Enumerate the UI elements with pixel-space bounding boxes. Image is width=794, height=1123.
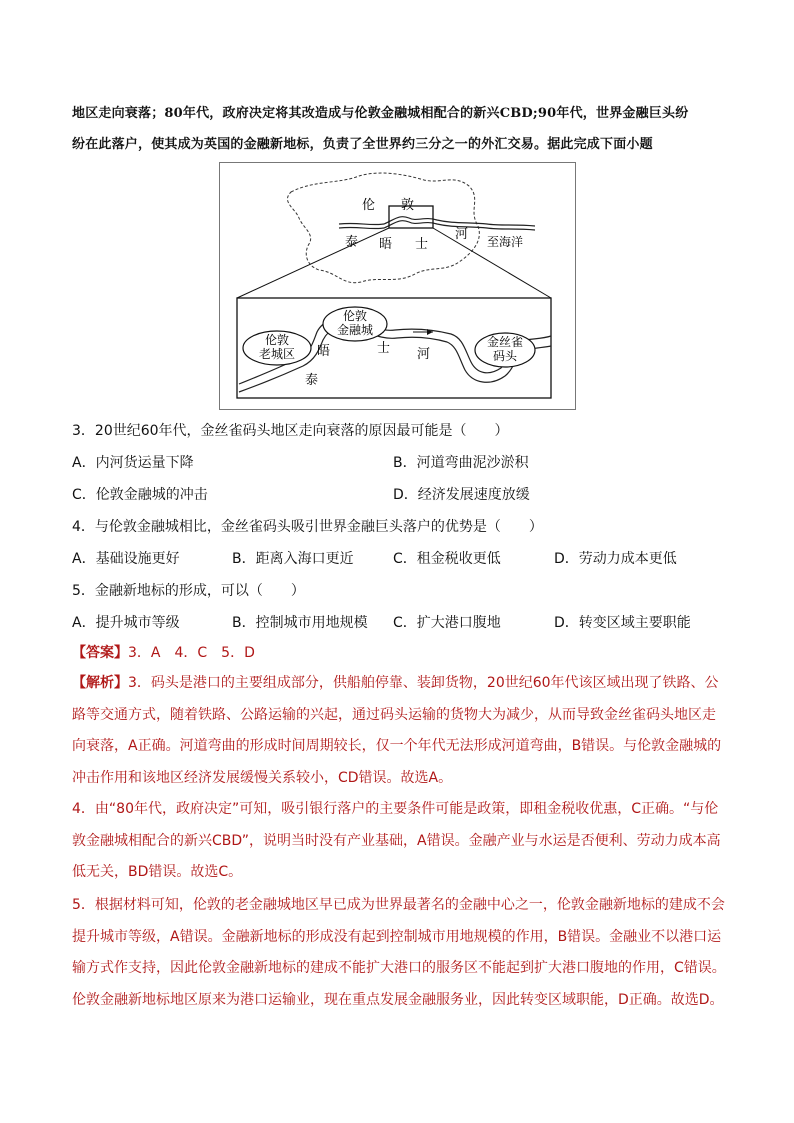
analysis-line — [72, 668, 727, 700]
intro-paragraph — [72, 98, 724, 160]
analysis-q4-line-1: 4．由“80年代，政府决定”可知，吸引银行落户的主要条件可能是政策，即租金税收优惠，C正确。“与伦 — [72, 801, 719, 817]
finance-city-label-1: 伦敦 — [342, 309, 368, 323]
label-tai: 泰 — [345, 235, 359, 250]
label-wu: 晤 — [379, 237, 393, 252]
analysis-q5-line-4: 伦敦金融新地标地区原来为港口运输业，现在重点发展金融服务业，因此转变区域职能，D正确。故选D。 — [72, 991, 724, 1008]
inset-label-wu: 晤 — [317, 344, 331, 359]
analysis-q5-line-1: 5．根据材料可知，伦敦的老金融城地区早已成为世界最著名的金融中心之一，伦敦金融新地标的建成不会 — [72, 897, 725, 913]
q3-option-a: A．内河货运量下降 — [72, 455, 194, 471]
analysis-q3-line-2: 路等交通方式，随着铁路、公路运输的兴起，通过码头运输的货物大为减少，从而导致金丝雀码头地区走 — [72, 706, 716, 723]
analysis-q5-line-3: 输方式作支持，因此伦敦金融新地标的建成不能扩大港口的服务区不能起到扩大港口腹地的作用，C错误。 — [72, 960, 726, 976]
question-4-stem: 4．与伦敦金融城相比，金丝雀码头吸引世界金融巨头落户的优势是（ ） — [72, 519, 543, 535]
q4-option-b: B．距离入海口更近 — [232, 551, 354, 567]
q4-option-a: A．基础设施更好 — [72, 551, 180, 567]
answer-text: 3．A 4．C 5．D — [128, 645, 255, 661]
inset-label-he: 河 — [417, 347, 431, 362]
label-dun: 敦 — [401, 198, 415, 213]
analysis-q3-line-3: 向衰落，A正确。河道弯曲的形成时间周期较长，仅一个年代无法形成河道弯曲，B错误。与伦敦金融城的 — [72, 738, 722, 754]
analysis-q3 — [72, 668, 727, 794]
q3-option-c: C．伦敦金融城的冲击 — [72, 487, 208, 503]
q5-option-a: A．提升城市等级 — [72, 615, 180, 631]
analysis-q4-line-2: 敦金融城相配合的新兴CBD”，说明当时没有产业基础，A错误。金融产业与水运是否便利、劳动力成本高 — [72, 832, 721, 849]
q5-option-c: C．扩大港口腹地 — [393, 615, 501, 631]
analysis-q3-line-1: 3．码头是港口的主要组成部分，供船舶停靠、装卸货物，20世纪60年代该区域出现了铁路、公 — [128, 675, 719, 691]
old-city-label-2: 老城区 — [258, 347, 296, 361]
intro-line-1: 地区走向衰落；80年代，政府决定将其改造成与伦敦金融城相配合的新兴CBD;90年代，世界金融巨头纷 — [72, 106, 689, 121]
q3-option-b: B．河道弯曲泥沙淤积 — [393, 455, 529, 471]
inset-label-tai: 泰 — [305, 373, 319, 388]
old-city-label-1: 伦敦 — [264, 333, 290, 347]
label-to-sea: 至海洋 — [487, 235, 524, 249]
q4-option-d: D．劳动力成本更低 — [554, 551, 677, 567]
answer-tag: 【答案】 — [72, 645, 128, 661]
q5-option-d: D．转变区域主要职能 — [554, 615, 691, 631]
canary-wharf-label-1: 金丝雀 — [486, 335, 524, 349]
analysis-tag: 【解析】 — [72, 675, 128, 691]
london-thames-map — [219, 162, 576, 410]
q4-option-c: C．租金税收更低 — [393, 551, 501, 567]
label-he: 河 — [455, 227, 469, 242]
analysis-q4 — [72, 794, 727, 889]
label-lun: 伦 — [362, 198, 376, 213]
canary-wharf-label-2: 码头 — [492, 349, 518, 363]
q3-option-d: D．经济发展速度放缓 — [393, 487, 530, 503]
analysis-q4-line-3: 低无关，BD错误。故选C。 — [72, 864, 243, 880]
label-shi: 士 — [415, 237, 429, 252]
analysis-q5-line-2: 提升城市等级，A错误。金融新地标的形成没有起到控制城市用地规模的作用，B错误。金融业不以港口运 — [72, 928, 722, 945]
analysis-q5 — [72, 890, 727, 1016]
answer-line — [72, 642, 255, 662]
question-3-stem: 3．20世纪60年代，金丝雀码头地区走向衰落的原因最可能是（ ） — [72, 423, 509, 439]
inset-label-shi: 士 — [377, 341, 391, 356]
q5-option-b: B．控制城市用地规模 — [232, 615, 368, 631]
finance-city-label-2: 金融城 — [336, 323, 374, 337]
question-5-stem: 5．金融新地标的形成，可以（ ） — [72, 583, 305, 599]
analysis-q3-line-4: 冲击作用和该地区经济发展缓慢关系较小，CD错误。故选A。 — [72, 769, 453, 786]
intro-line-2: 纷在此落户，使其成为英国的金融新地标，负责了全世界约三分之一的外汇交易。据此完成下面小题 — [72, 137, 653, 152]
